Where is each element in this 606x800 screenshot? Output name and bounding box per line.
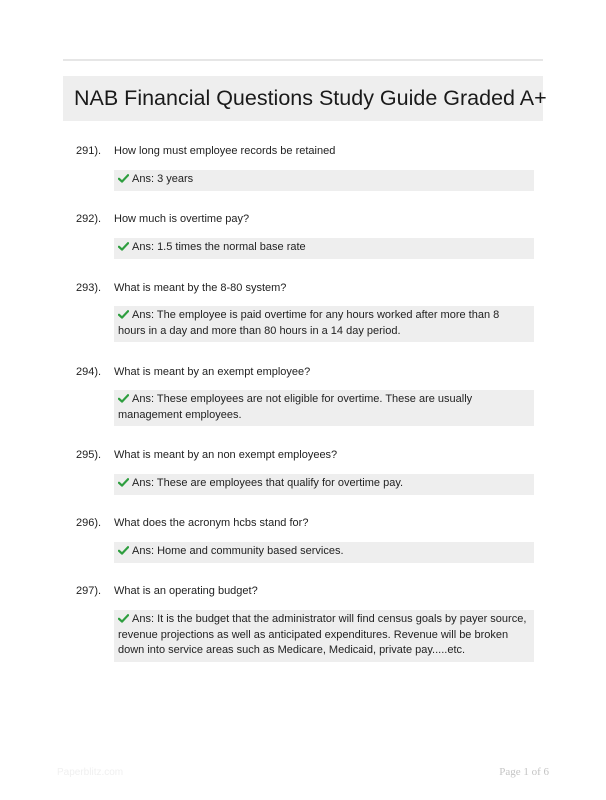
top-divider: [63, 59, 543, 61]
answer-box: [114, 238, 534, 259]
page-number: Page 1 of 6: [499, 766, 549, 778]
answer-text: Ans: Home and community based services.: [132, 545, 344, 557]
answer-box: [114, 610, 534, 662]
answer-text: Ans: These are employees that qualify for overtime pay.: [132, 477, 404, 489]
check-icon: [118, 310, 129, 319]
answer-box: [114, 390, 534, 426]
question-number: 292).: [76, 213, 102, 225]
page-title: NAB Financial Questions Study Guide Graded A+: [74, 86, 547, 110]
question-number: 297).: [76, 585, 102, 597]
question-text: How much is overtime pay?: [114, 213, 250, 225]
question-number: 293).: [76, 282, 102, 294]
answer-text: Ans: 3 years: [132, 173, 194, 185]
answer-text: Ans: 1.5 times the normal base rate: [132, 241, 306, 253]
check-icon: [118, 242, 129, 251]
question-number: 296).: [76, 517, 102, 529]
question-text: What is meant by an non exempt employees?: [114, 449, 338, 461]
check-icon: [118, 394, 129, 403]
question-number: 294).: [76, 366, 102, 378]
answer-text: Ans: These employees are not eligible for overtime. These are usually management employees.: [118, 393, 473, 421]
title-banner: [63, 76, 547, 121]
check-icon: [118, 614, 129, 623]
answer-text: Ans: It is the budget that the administrator will find census goals by payer source, revenue projections as well as anticipated expenditures. Revenue will be broken down into service areas such as Medicare, Medicaid, private pay.....etc.: [118, 613, 527, 656]
check-icon: [118, 478, 129, 487]
footer-watermark: Paperblitz.com: [57, 767, 124, 778]
question-text: What is an operating budget?: [114, 585, 258, 597]
question-text: What does the acronym hcbs stand for?: [114, 517, 309, 529]
question-text: What is meant by an exempt employee?: [114, 366, 311, 378]
check-icon: [118, 546, 129, 555]
question-number: 291).: [76, 145, 102, 157]
check-icon: [118, 174, 129, 183]
question-number: 295).: [76, 449, 102, 461]
answer-box: [114, 306, 534, 342]
question-text: What is meant by the 8-80 system?: [114, 282, 287, 294]
answer-box: [114, 170, 534, 191]
answer-box: [114, 542, 534, 563]
answer-box: [114, 474, 534, 495]
answer-text: Ans: The employee is paid overtime for any hours worked after more than 8 hours in a day and more than 80 hours in a 14 day period.: [118, 309, 500, 337]
question-text: How long must employee records be retained: [114, 145, 336, 157]
